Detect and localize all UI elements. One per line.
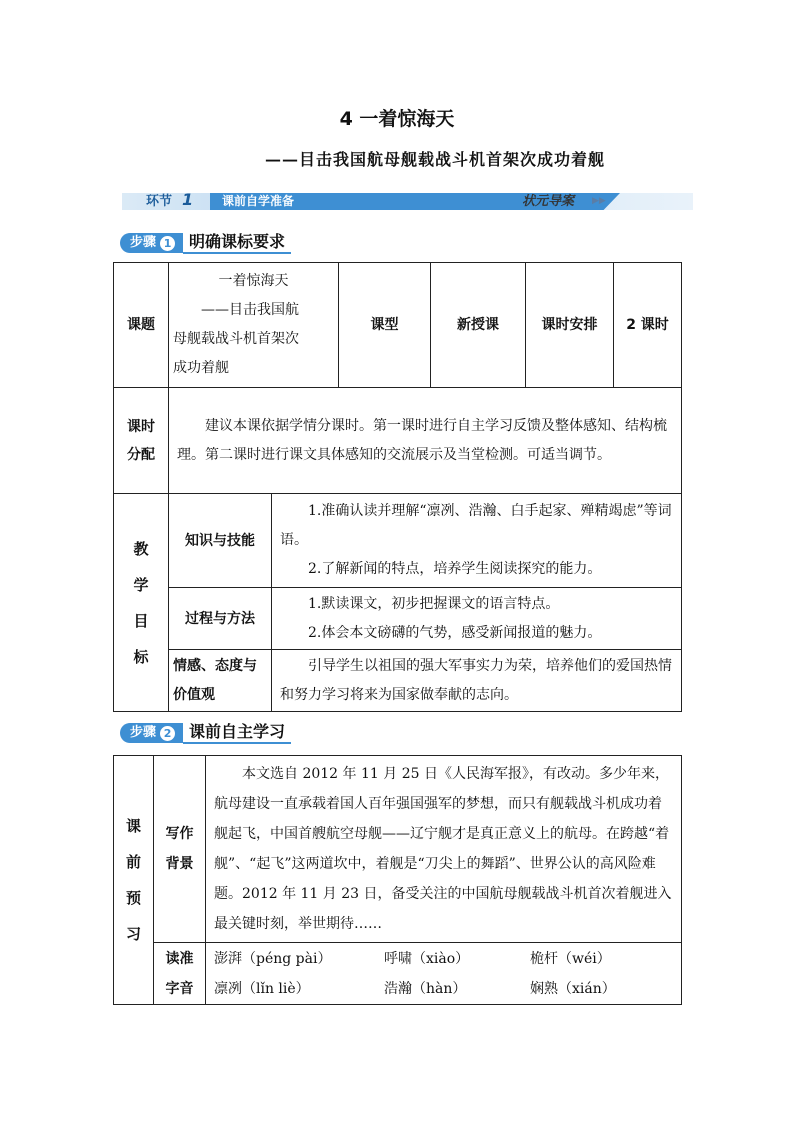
goal-process-item-2: 2.体会本文磅礴的气势，感受新闻报道的魅力。 xyxy=(308,624,602,641)
topic-label: 课题 xyxy=(114,263,169,388)
pronunciation-label xyxy=(154,943,206,1005)
type-label: 课型 xyxy=(339,263,431,388)
goal-emotion-items xyxy=(272,650,682,712)
topic-line-1: 一着惊海天 xyxy=(218,273,289,289)
banner-brand: 状元导案 xyxy=(522,194,575,209)
step-2-badge-text: 步骤 xyxy=(130,725,157,740)
step-1-label: 明确课标要求 xyxy=(183,232,291,254)
goal-knowledge-item-1: 1.准确认读并理解“凛冽、浩瀚、白手起家、殚精竭虑”等词语。 xyxy=(280,503,672,548)
goal-emotion-label xyxy=(169,650,272,712)
topic-value xyxy=(169,263,339,388)
goal-process-label: 过程与方法 xyxy=(169,588,272,650)
step-2-number: 2 xyxy=(160,726,175,741)
banner-section-label: 环节 xyxy=(146,194,173,209)
alloc-label-line-1: 课时 xyxy=(127,418,155,435)
step-1-badge xyxy=(120,233,183,253)
step-2-label: 课前自主学习 xyxy=(183,722,291,744)
goal-emotion-label-line-1: 情感、态度与 xyxy=(173,657,257,674)
pronunciation-label-line-2: 字音 xyxy=(165,980,194,997)
step-1-heading xyxy=(120,232,291,254)
preview-side-char-2: 前 xyxy=(125,853,141,871)
time-value: 2 课时 xyxy=(614,263,682,388)
pron-item: 娴熟（xián） xyxy=(530,980,616,997)
pron-item: 凛冽（lǐn liè） xyxy=(214,980,310,997)
banner-section-name: 课前自学准备 xyxy=(222,194,295,208)
pronunciation-row-1 xyxy=(206,944,681,974)
goal-label-char-1: 教 xyxy=(133,539,149,558)
goal-process-items xyxy=(272,588,682,650)
step-2-badge xyxy=(120,723,183,743)
alloc-text: 建议本课依据学情分课时。第一课时进行自主学习反馈及整体感知、结构梳理。第二课时进行课文具体感知的交流展示及当堂检测。可适当调节。 xyxy=(169,388,682,494)
pron-item: 桅杆（wéi） xyxy=(530,950,611,967)
background-text: 本文选自 2012 年 11 月 25 日《人民海军报》，有改动。多少年来，航母建设一直承载着国人百年强国强军的梦想，而只有舰载战斗机成功着舰起飞，中国首艘航空母舰——辽宁舰才是真正意义上的航母。在跨越“着舰”、“起飞”这两道坎中，着舰是“刀尖上的舞蹈”、世界公认的高风险难题。2012 年 11 月 23 日，备受关注的中国航母舰载战斗机首次着舰进入最关键时刻，举世期待…… xyxy=(206,756,682,943)
preview-side-char-3: 预 xyxy=(125,889,141,907)
goal-knowledge-item-2: 2.了解新闻的特点，培养学生阅读探究的能力。 xyxy=(308,561,602,577)
goal-label-char-3: 目 xyxy=(133,611,149,630)
background-label-line-1: 写作 xyxy=(165,826,194,842)
goal-label xyxy=(114,494,169,712)
goal-knowledge-items xyxy=(272,494,682,588)
background-label xyxy=(154,756,206,943)
page-title: 4 一着惊海天 xyxy=(339,108,455,130)
type-value: 新授课 xyxy=(431,263,526,388)
topic-line-2: ——目击我国航 xyxy=(201,302,299,318)
step-2-heading xyxy=(120,722,291,744)
double-arrow-icon: ▶▶ xyxy=(592,196,606,206)
goal-label-char-2: 学 xyxy=(133,575,149,594)
section-banner xyxy=(122,190,693,210)
alloc-label-line-2: 分配 xyxy=(127,446,155,463)
pronunciation-label-line-1: 读准 xyxy=(165,950,194,967)
preview-side-char-4: 习 xyxy=(125,925,141,943)
time-label: 课时安排 xyxy=(526,263,614,388)
step-1-number: 1 xyxy=(160,236,175,251)
step-1-badge-text: 步骤 xyxy=(130,235,157,250)
pron-item: 浩瀚（hàn） xyxy=(384,980,467,997)
goal-emotion-item-1: 引导学生以祖国的强大军事实力为荣，培养他们的爱国热情和努力学习将来为国家做奉献的志向。 xyxy=(280,657,672,703)
background-label-line-2: 背景 xyxy=(165,856,194,872)
goal-knowledge-label: 知识与技能 xyxy=(169,494,272,588)
page-subtitle: ——目击我国航母舰载战斗机首架次成功着舰 xyxy=(264,150,605,169)
topic-line-4: 成功着舰 xyxy=(173,360,229,376)
goal-process-item-1: 1.默读课文，初步把握课文的语言特点。 xyxy=(308,595,560,612)
preview-side-label xyxy=(114,756,154,1005)
alloc-label xyxy=(114,388,169,494)
pron-item: 澎湃（péng pài） xyxy=(214,950,332,967)
preview-side-char-1: 课 xyxy=(125,817,141,835)
pronunciation-list xyxy=(206,943,682,1005)
topic-line-3: 母舰载战斗机首架次 xyxy=(173,331,299,347)
pron-item: 呼啸（xiào） xyxy=(384,950,470,967)
pronunciation-row-2 xyxy=(206,974,681,1004)
banner-section-number: 1 xyxy=(182,190,194,209)
goal-label-char-4: 标 xyxy=(133,647,149,666)
goal-emotion-label-line-2: 价值观 xyxy=(173,686,215,703)
curriculum-table xyxy=(113,262,682,712)
preview-table xyxy=(113,755,682,1005)
